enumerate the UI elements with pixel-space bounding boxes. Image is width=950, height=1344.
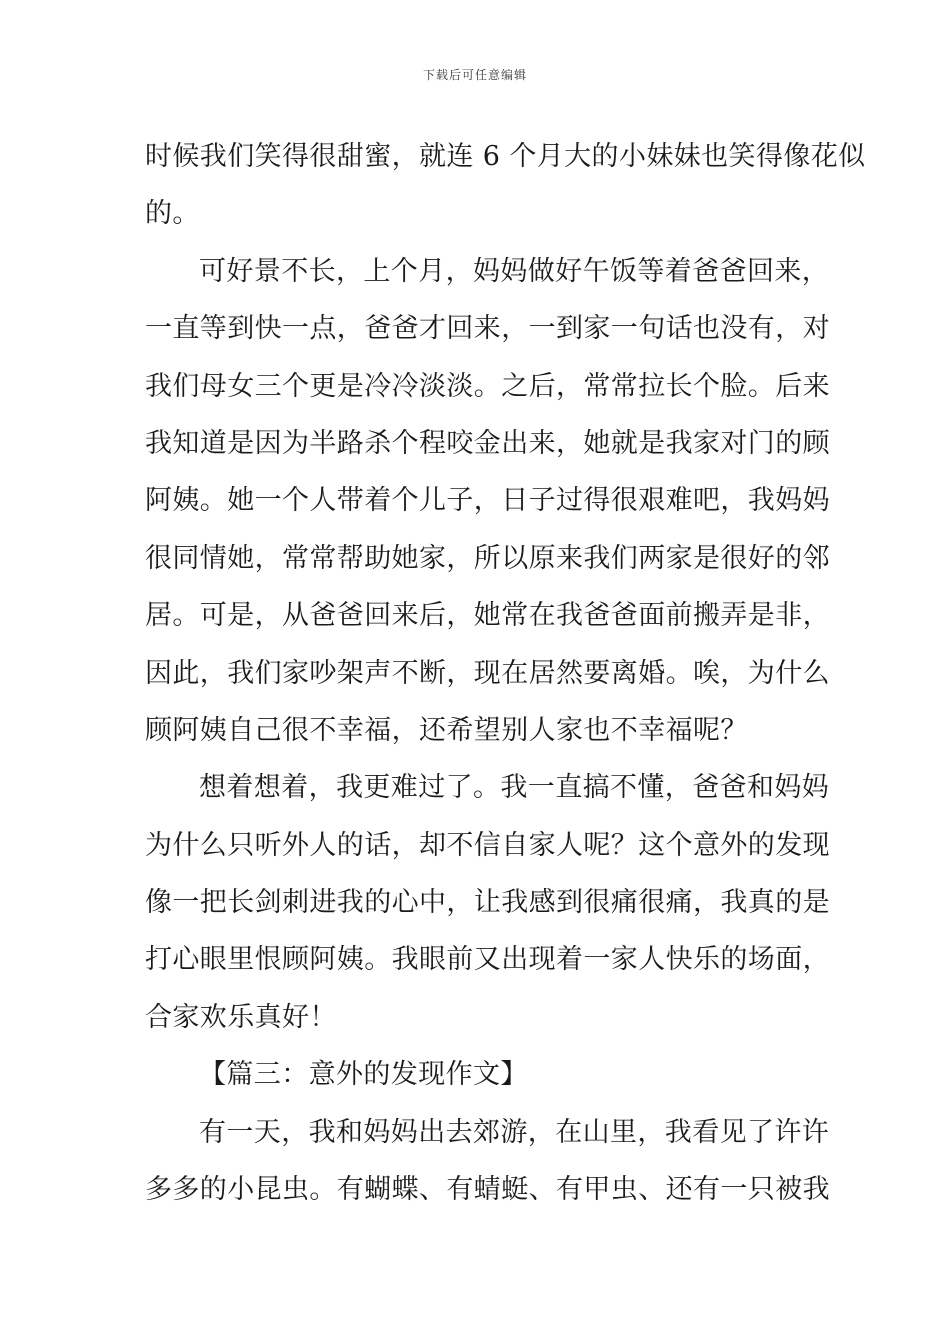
text-line: 我们母女三个更是冷冷淡淡。之后，常常拉长个脸。后来 <box>145 370 830 402</box>
text-line: 很同情她，常常帮助她家，所以原来我们两家是很好的邻 <box>145 542 830 574</box>
text-line: 合家欢乐真好！ <box>145 1001 337 1033</box>
text-line: 打心眼里恨顾阿姨。我眼前又出现着一家人快乐的场面， <box>145 944 830 976</box>
text-line: 时候我们笑得很甜蜜，就连 6 个月大的小妹妹也笑得像花似 <box>145 141 866 172</box>
text-line: 为什么只听外人的话，却不信自家人呢？这个意外的发现 <box>145 829 830 861</box>
text-line: 顾阿姨自己很不幸福，还希望别人家也不幸福呢？ <box>145 714 748 746</box>
text-line: 多多的小昆虫。有蝴蝶、有蜻蜓、有甲虫、还有一只被我 <box>145 1174 830 1206</box>
paragraph-start-line: 可好景不长，上个月，妈妈做好午饭等着爸爸回来， <box>199 255 830 287</box>
text-line: 阿姨。她一个人带着个儿子，日子过得很艰难吧，我妈妈 <box>145 485 830 517</box>
paragraph-start-line: 想着想着，我更难过了。我一直搞不懂，爸爸和妈妈 <box>199 772 830 804</box>
text-line: 居。可是，从爸爸回来后，她常在我爸爸面前搬弄是非， <box>145 600 830 632</box>
text-line: 因此，我们家吵架声不断，现在居然要离婚。唉，为什么 <box>145 657 830 689</box>
document-body <box>145 128 866 1218</box>
page-header-note: 下载后可任意编辑 <box>422 68 527 82</box>
text-line: 我知道是因为半路杀个程咬金出来，她就是我家对门的顾 <box>145 427 830 459</box>
paragraph-start-line: 有一天，我和妈妈出去郊游，在山里，我看见了许许 <box>199 1116 830 1148</box>
text-line: 像一把长剑刺进我的心中，让我感到很痛很痛，我真的是 <box>145 887 830 919</box>
text-line: 的。 <box>145 198 200 230</box>
section-heading: 【篇三：意外的发现作文】 <box>199 1059 528 1091</box>
text-line: 一直等到快一点，爸爸才回来，一到家一句话也没有，对 <box>145 313 830 345</box>
